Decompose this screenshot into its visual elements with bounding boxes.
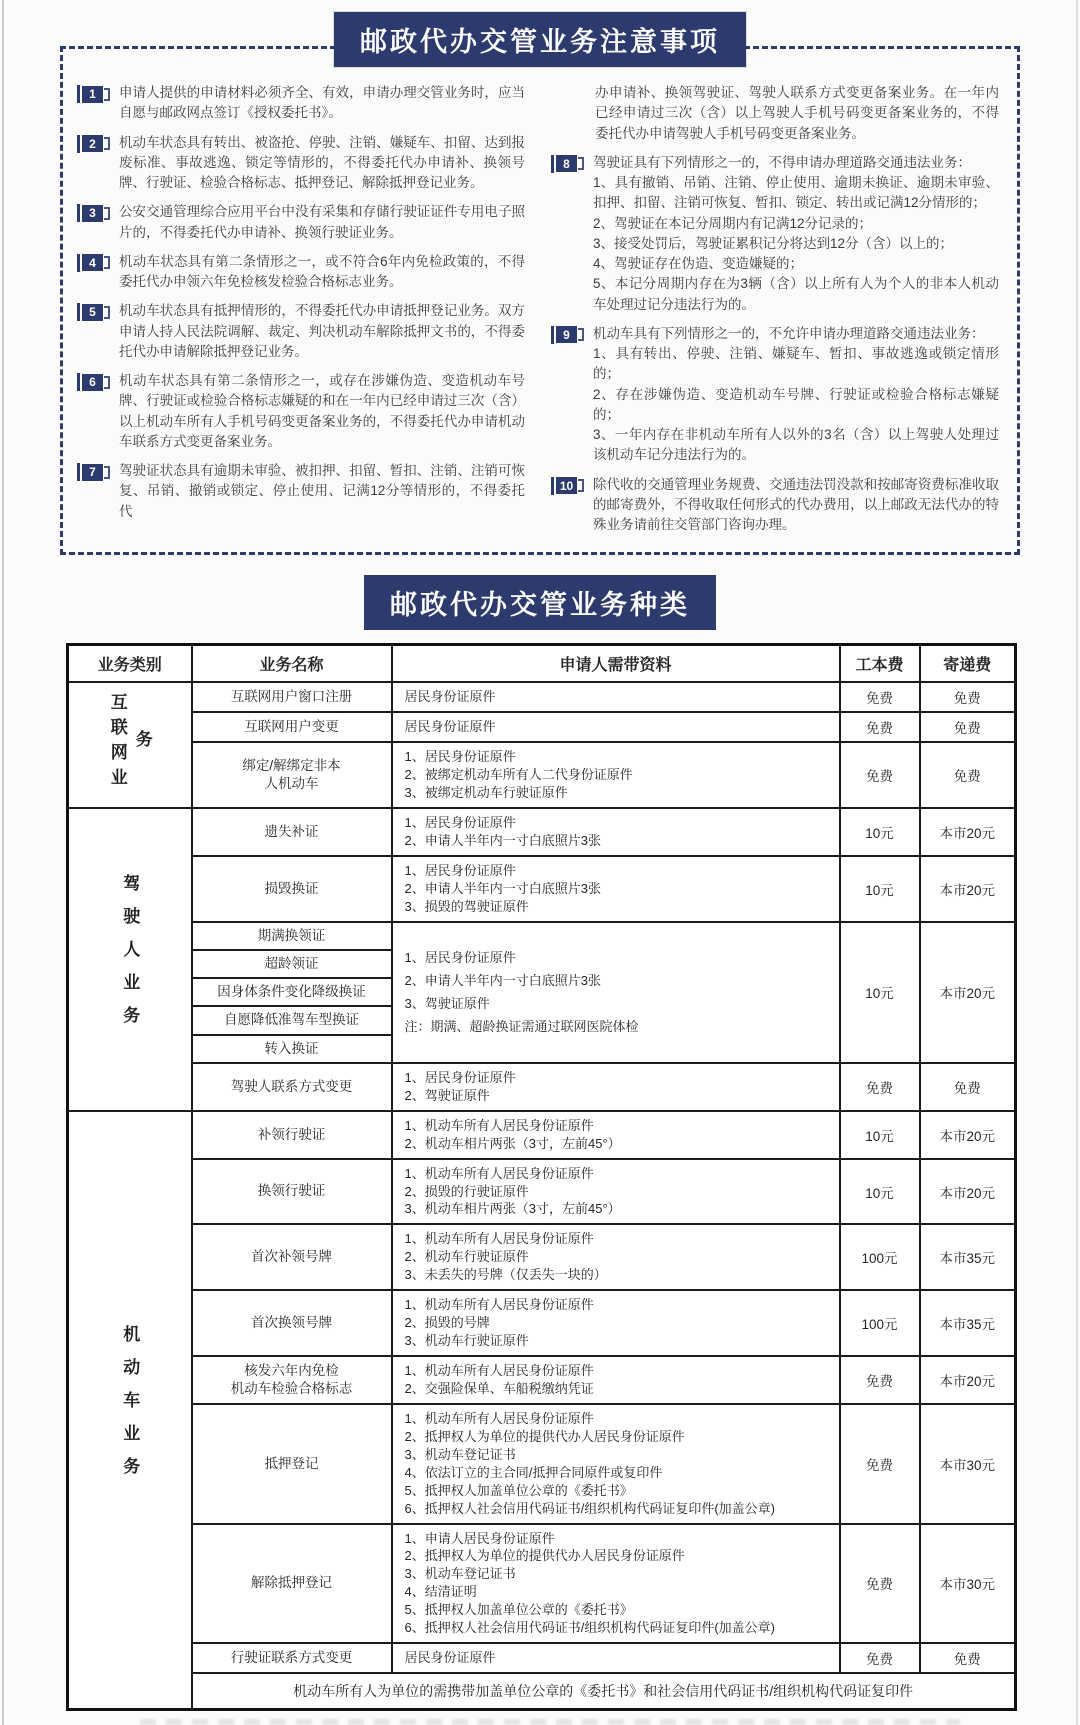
materials-cell: 1、居民身份证原件 2、申请人半年内一寸白底照片3张 3、驾驶证原件 注：期满、超龄换证需通过联网医院体检 xyxy=(392,922,840,1063)
postage-cell: 本市35元 xyxy=(920,1224,1016,1290)
fee-cell: 免费 xyxy=(840,1524,920,1644)
header-cell-materials: 申请人需带资料 xyxy=(392,645,840,683)
postage-cell: 本市20元 xyxy=(920,922,1016,1063)
badge-right-bracket xyxy=(578,328,584,341)
bottom-cutoff-text-smudge xyxy=(140,1719,960,1725)
item-number-badge xyxy=(551,326,584,344)
notice-column-left xyxy=(77,83,525,544)
badge-right-bracket xyxy=(104,88,110,101)
fee-cell: 免费 xyxy=(840,1063,920,1111)
service-name-cell: 损毁换证 xyxy=(192,856,392,922)
item-number: 3 xyxy=(82,205,103,222)
materials-cell: 居民身份证原件 xyxy=(392,712,840,742)
item-number: 5 xyxy=(82,304,103,321)
item-number: 6 xyxy=(82,374,103,391)
category-cell-internet xyxy=(68,682,192,808)
service-name-cell: 首次补领号牌 xyxy=(192,1224,392,1290)
notice-title-banner xyxy=(334,12,746,67)
notice-columns xyxy=(77,83,999,544)
materials-cell: 1、机动车所有人居民身份证原件 2、机动车相片两张（3寸，左前45°） xyxy=(392,1111,840,1159)
item-number-badge xyxy=(77,135,110,153)
materials-cell: 1、居民身份证原件 2、申请人半年内一寸白底照片3张 xyxy=(392,808,840,856)
badge-left-bar xyxy=(551,477,554,495)
materials-cell: 1、机动车所有人居民身份证原件 2、损毁的行驶证原件 3、机动车相片两张（3寸，左前45°） xyxy=(392,1159,840,1225)
item-number: 7 xyxy=(82,464,103,481)
service-name-cell: 互联网用户变更 xyxy=(192,712,392,742)
service-name-cell: 首次换领号牌 xyxy=(192,1290,392,1356)
item-number-badge xyxy=(77,254,110,272)
table-footer-note-row xyxy=(68,1673,1016,1710)
table-row-plate-first-reissue xyxy=(68,1224,1016,1290)
item-number-badge xyxy=(77,463,110,481)
materials-cell: 1、机动车所有人居民身份证原件 2、损毁的号牌 3、机动车行驶证原件 xyxy=(392,1290,840,1356)
postage-cell: 免费 xyxy=(920,1643,1016,1673)
postage-cell: 本市20元 xyxy=(920,1111,1016,1159)
notice-item-text: 驾驶证状态具有逾期未审验、被扣押、扣留、暂扣、注销、注销可恢复、吊销、撤销或锁定、停止使用、记满12分等情形的，不得委托代 xyxy=(119,463,525,519)
notice-item-6 xyxy=(77,371,525,452)
materials-cell: 1、居民身份证原件 2、被绑定机动车所有人二代身份证原件 3、被绑定机动车行驶证原件 xyxy=(392,742,840,808)
materials-cell: 1、居民身份证原件 2、申请人半年内一寸白底照片3张 3、损毁的驾驶证原件 xyxy=(392,856,840,922)
materials-cell: 1、申请人居民身份证原件 2、抵押权人为单位的提供代办人居民身份证原件 3、机动车登记证书 4、结清证明 5、抵押权人加盖单位公章的《委托书》 6、抵押权人社会信用代码证书/组织机构代码证复印件(加盖公章) xyxy=(392,1524,840,1644)
category-label: 互联网业务 xyxy=(107,692,152,793)
materials-cell: 1、机动车所有人居民身份证原件 2、抵押权人为单位的提供代办人居民身份证原件 3、机动车登记证书 4、依法订立的主合同/抵押合同原件或复印件 5、抵押权人加盖单位公章的《委托书》 6、抵押权人社会信用代码证书/组织机构代码证复印件(加盖公章) xyxy=(392,1404,840,1524)
badge-right-bracket xyxy=(578,157,584,170)
fee-cell: 100元 xyxy=(840,1290,920,1356)
services-table xyxy=(66,643,1017,1711)
postage-cell: 本市20元 xyxy=(920,808,1016,856)
notice-item-text: 机动车状态具有第二条情形之一，或不符合6年内免检政策的，不得委托代办申领六年免检核发检验合格标志业务。 xyxy=(119,253,525,289)
notice-item-text: 办申请补、换领驾驶证、驾驶人联系方式变更备案业务。在一年内已经申请过三次（含）以上驾驶人手机号码变更备案业务的，不得委托代办申请驾驶人手机号码变更备案业务。 xyxy=(595,85,999,141)
service-name-cell: 自愿降低准驾车型换证 xyxy=(192,1006,392,1034)
service-name-cell: 因身体条件变化降级换证 xyxy=(192,978,392,1006)
notice-item-text: 机动车状态具有第二条情形之一，或存在涉嫌伪造、变造机动车号牌、行驶证或检验合格标志嫌疑的和在一年内已经申请过三次（含）以上机动车所有人手机号码变更备案业务的，不得委托代办申请机动车联系方式变更备案业务。 xyxy=(119,373,525,449)
service-name-cell: 绑定/解绑定非本 人机动车 xyxy=(192,742,392,808)
service-name-cell: 补领行驶证 xyxy=(192,1111,392,1159)
item-number-badge xyxy=(77,204,110,222)
category-cell-driver xyxy=(68,808,192,1111)
materials-cell: 1、机动车所有人居民身份证原件 2、交强险保单、车船税缴纳凭证 xyxy=(392,1356,840,1404)
table-row-vehicle-license-replace xyxy=(68,1159,1016,1225)
notice-item-5 xyxy=(77,301,525,362)
fee-cell: 免费 xyxy=(840,712,920,742)
table-row-internet-change xyxy=(68,712,1016,742)
notice-item-text: 公安交通管理综合应用平台中没有采集和存储行驶证证件专用电子照片的，不得委托代办申请补、换领行驶证业务。 xyxy=(119,204,525,240)
item-number: 4 xyxy=(82,254,103,271)
table-row-inspection-mark xyxy=(68,1356,1016,1404)
notice-item-1 xyxy=(77,83,525,124)
fee-cell: 100元 xyxy=(840,1224,920,1290)
fee-cell: 免费 xyxy=(840,1356,920,1404)
fee-cell: 10元 xyxy=(840,808,920,856)
category-label: 机动车业务 xyxy=(120,1324,140,1490)
service-name-cell: 期满换领证 xyxy=(192,922,392,950)
service-name-cell: 互联网用户窗口注册 xyxy=(192,682,392,712)
notice-item-9 xyxy=(551,324,999,466)
fee-cell: 10元 xyxy=(840,1159,920,1225)
badge-left-bar xyxy=(77,373,80,391)
notice-item-4 xyxy=(77,252,525,293)
postage-cell: 本市30元 xyxy=(920,1524,1016,1644)
types-section-title-wrap xyxy=(0,575,1080,630)
table-row-damaged-replace xyxy=(68,856,1016,922)
materials-cell: 1、居民身份证原件 2、驾驶证原件 xyxy=(392,1063,840,1111)
fee-cell: 10元 xyxy=(840,922,920,1063)
header-cell-fee: 工本费 xyxy=(840,645,920,683)
service-name-cell: 超龄领证 xyxy=(192,950,392,978)
badge-right-bracket xyxy=(104,466,110,479)
item-number-badge xyxy=(77,303,110,321)
types-title: 邮政代办交管业务种类 xyxy=(390,590,690,621)
table-row-renewal-expiry xyxy=(68,922,1016,950)
postage-cell: 本市20元 xyxy=(920,1159,1016,1225)
table-row-vehicle-contact-change xyxy=(68,1643,1016,1673)
notice-item-8 xyxy=(551,153,999,315)
header-cell-postage: 寄递费 xyxy=(920,645,1016,683)
badge-right-bracket xyxy=(578,479,584,492)
notice-section xyxy=(0,0,1080,555)
notice-border-box xyxy=(60,27,1020,555)
badge-left-bar xyxy=(77,303,80,321)
service-name-cell: 遗失补证 xyxy=(192,808,392,856)
notice-item-7 xyxy=(77,461,525,522)
fee-cell: 10元 xyxy=(840,856,920,922)
notice-item-text: 机动车状态具有抵押情形的，不得委托代办申请抵押登记业务。双方申请人持人民法院调解、裁定、判决机动车解除抵押文书的，不得委托代办申请解除抵押登记业务。 xyxy=(119,303,525,359)
badge-left-bar xyxy=(77,204,80,222)
materials-cell: 居民身份证原件 xyxy=(392,1643,840,1673)
types-title-banner xyxy=(364,575,716,630)
badge-right-bracket xyxy=(104,306,110,319)
notice-item-2 xyxy=(77,133,525,194)
materials-cell: 居民身份证原件 xyxy=(392,682,840,712)
fee-cell: 免费 xyxy=(840,682,920,712)
postage-cell: 免费 xyxy=(920,742,1016,808)
fee-cell: 免费 xyxy=(840,1643,920,1673)
item-number: 9 xyxy=(556,326,577,343)
service-name-cell: 驾驶人联系方式变更 xyxy=(192,1063,392,1111)
table-row-driver-contact-change xyxy=(68,1063,1016,1111)
notice-item-text: 驾驶证具有下列情形之一的，不得申请办理道路交通违法业务： 1、具有撤销、吊销、注销、停止使用、逾期未换证、逾期未审验、扣押、扣留、注销可恢复、暂扣、锁定、转出或记满12分情形的； 2、驾驶证在本记分周期内有记满12分记录的； 3、接受处罚后，驾驶证累积记分将达到12分（含）以上的； 4、驾驶证存在伪造、变造嫌疑的； 5、本记分周期内存在为3辆（含）以上所有人为个人的非本人机动车处理过记分违法行为的。 xyxy=(593,154,999,312)
table-row-lost-reissue xyxy=(68,808,1016,856)
header-cell-service-name: 业务名称 xyxy=(192,645,392,683)
badge-left-bar xyxy=(77,135,80,153)
item-number: 10 xyxy=(556,477,577,494)
postage-cell: 免费 xyxy=(920,682,1016,712)
notice-item7-continuation xyxy=(551,83,999,144)
notice-item-3 xyxy=(77,202,525,243)
service-name-cell: 转入换证 xyxy=(192,1035,392,1063)
fee-cell: 10元 xyxy=(840,1111,920,1159)
table-row-mortgage-release xyxy=(68,1524,1016,1644)
table-row-vehicle-license-reissue xyxy=(68,1111,1016,1159)
notice-column-right xyxy=(551,83,999,544)
service-name-cell: 抵押登记 xyxy=(192,1404,392,1524)
service-name-cell: 换领行驶证 xyxy=(192,1159,392,1225)
postage-cell: 本市20元 xyxy=(920,1356,1016,1404)
service-name-cell: 行驶证联系方式变更 xyxy=(192,1643,392,1673)
item-number-badge xyxy=(77,85,110,103)
item-number-badge xyxy=(77,373,110,391)
table-row-plate-first-replace xyxy=(68,1290,1016,1356)
item-number: 8 xyxy=(556,155,577,172)
postage-cell: 本市20元 xyxy=(920,856,1016,922)
table-row-internet-register xyxy=(68,682,1016,712)
notice-item-text: 机动车具有下列情形之一的，不允许申请办理道路交通违法业务： 1、具有转出、停驶、注销、嫌疑车、暂扣、事故逃逸或锁定情形的； 2、存在涉嫌伪造、变造机动车号牌、行驶证或检验合格标志嫌疑的； 3、一年内存在非机动车所有人以外的3名（含）以上驾驶人处理过该机动车记分违法行为的。 xyxy=(593,325,999,463)
service-name-cell: 解除抵押登记 xyxy=(192,1524,392,1644)
footer-note: 机动车所有人为单位的需携带加盖单位公章的《委托书》和社会信用代码证书/组织机构代码证复印件 xyxy=(192,1673,1016,1710)
service-name-cell: 核发六年内免检 机动车检验合格标志 xyxy=(192,1356,392,1404)
badge-left-bar xyxy=(551,326,554,344)
materials-cell: 1、机动车所有人居民身份证原件 2、机动车行驶证原件 3、未丢失的号牌（仅丢失一块的） xyxy=(392,1224,840,1290)
postage-cell: 本市35元 xyxy=(920,1290,1016,1356)
badge-left-bar xyxy=(77,463,80,481)
fee-cell: 免费 xyxy=(840,742,920,808)
table-row-bind-unbind xyxy=(68,742,1016,808)
badge-left-bar xyxy=(77,254,80,272)
postage-cell: 免费 xyxy=(920,1063,1016,1111)
notice-title: 邮政代办交管业务注意事项 xyxy=(360,27,720,57)
fee-cell: 免费 xyxy=(840,1404,920,1524)
badge-left-bar xyxy=(551,155,554,173)
table-row-mortgage-register xyxy=(68,1404,1016,1524)
postage-cell: 本市30元 xyxy=(920,1404,1016,1524)
item-number-badge xyxy=(551,477,584,495)
notice-item-text: 申请人提供的申请材料必须齐全、有效，申请办理交管业务时，应当自愿与邮政网点签订《授权委托书》。 xyxy=(119,85,525,121)
notice-item-text: 机动车状态具有转出、被盗抢、停驶、注销、嫌疑车、扣留、达到报废标准、事故逃逸、锁定等情形的，不得委托代办申请补、换领号牌、行驶证、检验合格标志、抵押登记、解除抵押登记业务。 xyxy=(119,134,525,190)
item-number: 1 xyxy=(82,86,103,103)
category-cell-vehicle xyxy=(68,1111,192,1710)
item-number: 2 xyxy=(82,135,103,152)
header-cell-category: 业务类别 xyxy=(68,645,192,683)
item-number-badge xyxy=(551,155,584,173)
badge-right-bracket xyxy=(104,256,110,269)
badge-right-bracket xyxy=(104,137,110,150)
notice-item-text: 除代收的交通管理业务规费、交通违法罚没款和按邮寄资费标准收取的邮寄费外，不得收取任何形式的代办费用，以上邮政无法代办的特殊业务请前往交管部门咨询办理。 xyxy=(593,476,999,532)
postage-cell: 免费 xyxy=(920,712,1016,742)
badge-right-bracket xyxy=(104,376,110,389)
table-header-row xyxy=(68,645,1016,683)
notice-item-10 xyxy=(551,475,999,536)
badge-right-bracket xyxy=(104,207,110,220)
badge-left-bar xyxy=(77,85,80,103)
category-label: 驾驶人业务 xyxy=(120,874,140,1040)
